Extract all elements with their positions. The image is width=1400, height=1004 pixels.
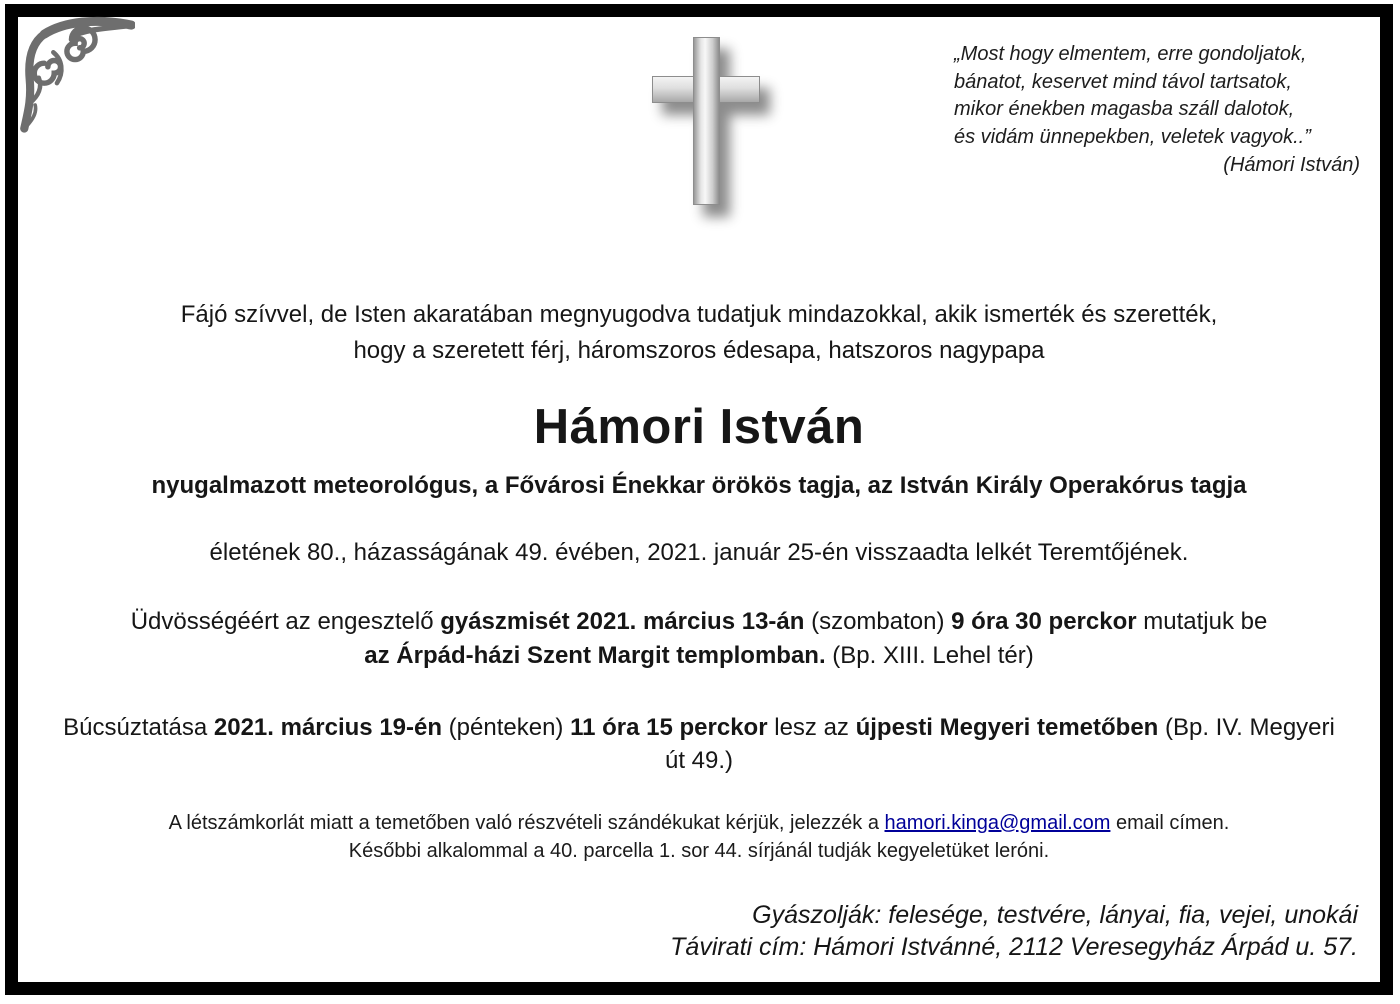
text-segment: mutatjuk be — [1136, 608, 1268, 635]
text-segment-bold: az Árpád-házi Szent Margit templomban. — [364, 642, 826, 669]
text-segment: lesz az — [767, 714, 856, 741]
attendance-note — [48, 809, 1350, 865]
quote-line: bánatot, keservet mind távol tartsatok, — [954, 70, 1292, 93]
burial-details — [28, 711, 1370, 777]
text-segment: Búcsúztatása — [63, 714, 214, 741]
deceased-titles: nyugalmazott meteorológus, a Fővárosi Énekkar örökös tagja, az István Király Operakórus tagja — [151, 472, 1247, 499]
memorial-quote — [954, 41, 1360, 180]
text-segment: (Bp. IV. Megyeri — [1158, 714, 1335, 741]
burial-line: út 49.) — [664, 747, 734, 774]
text-segment: (pénteken) — [442, 714, 571, 741]
text-segment-bold: újpesti Megyeri temetőben — [855, 714, 1159, 741]
email-link[interactable]: hamori.kinga@gmail.com — [884, 812, 1111, 834]
quote-attribution: (Hámori István) — [1223, 154, 1360, 176]
mourners-line: Gyászolják: felesége, testvére, lányai, fia, vejei, unokái — [752, 901, 1358, 929]
text-segment-bold: 2021. március 19-én — [213, 714, 443, 741]
funeral-mass-details — [38, 605, 1360, 673]
intro-line: hogy a szeretett férj, háromszoros édesapa, hatszoros nagypapa — [353, 337, 1045, 364]
mass-line — [38, 639, 1360, 673]
text-segment: (szombaton) — [804, 608, 952, 635]
deceased-name: Hámori István — [533, 400, 865, 454]
cross-icon — [652, 37, 762, 207]
burial-line — [28, 711, 1370, 744]
intro-line: Fájó szívvel, de Isten akaratában megnyugodva tudatjuk mindazokkal, akik ismerték és szerették, — [180, 301, 1218, 328]
text-segment: Üdvösségéért az engesztelő — [130, 608, 441, 635]
note-line: Későbbi alkalommal a 40. parcella 1. sor 44. sírjánál tudják kegyeletüket leróni. — [348, 840, 1050, 862]
telegraph-address-line: Távirati cím: Hámori Istvánné, 2112 Veresegyház Árpád u. 57. — [670, 933, 1358, 961]
cross-vertical-bar — [693, 37, 720, 205]
corner-flourish-ornament — [17, 16, 135, 134]
announcement-intro — [58, 297, 1340, 369]
text-segment: email címen. — [1110, 812, 1230, 834]
death-notice: életének 80., házasságának 49. évében, 2021. január 25-én visszaadta lelkét Teremtőjének. — [209, 539, 1189, 566]
note-line — [48, 809, 1350, 837]
quote-line: mikor énekben magasba száll dalotok, — [954, 98, 1295, 120]
text-segment: A létszámkorlát miatt a temetőben való részvételi szándékukat kérjük, jelezzék a — [168, 812, 885, 834]
quote-line: és vidám ünnepekben, veletek vagyok..” — [954, 125, 1311, 148]
mourners-footer — [58, 899, 1358, 963]
quote-line: „Most hogy elmentem, erre gondoljatok, — [954, 43, 1307, 65]
obituary-page — [5, 4, 1393, 995]
mass-line — [38, 605, 1360, 639]
text-segment-bold: 9 óra 30 perckor — [951, 608, 1137, 635]
text-segment-bold: 11 óra 15 perckor — [570, 714, 768, 741]
text-segment: (Bp. XIII. Lehel tér) — [825, 642, 1034, 669]
text-segment-bold: gyászmisét 2021. március 13-án — [440, 608, 805, 635]
